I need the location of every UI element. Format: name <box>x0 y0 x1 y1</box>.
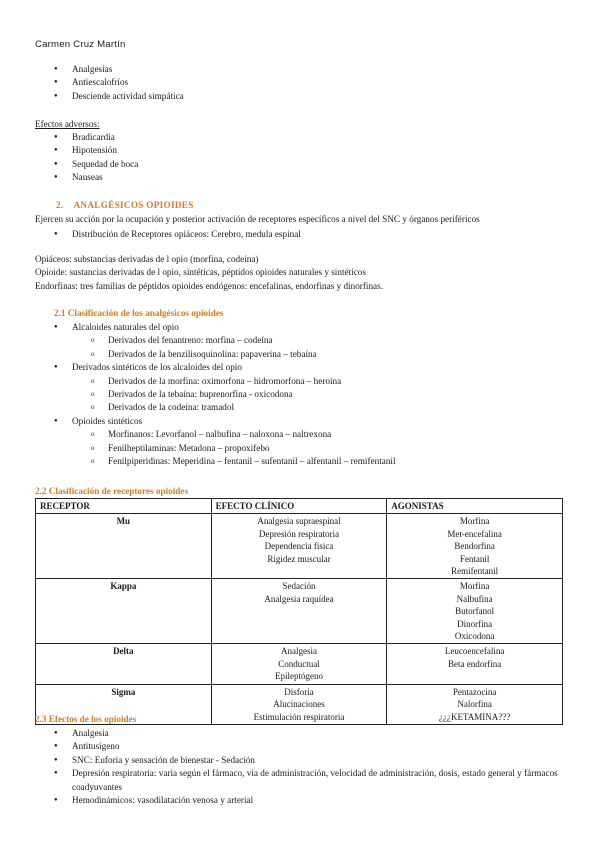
effect: Alucinaciones <box>273 699 325 710</box>
definition-endorfinas: Endorfinas: tres familias de péptidos opioides endógenos: encefalinas, endorfinas y dinorfinas. <box>35 280 384 291</box>
agonists-cell <box>387 579 563 644</box>
effect: Rigidez muscular <box>267 553 331 564</box>
effect: Analgesia supraespinal <box>257 516 341 527</box>
column-header-receptor: RECEPTOR <box>36 499 212 514</box>
section-number: 2. <box>56 200 64 210</box>
effects-cell <box>211 644 387 684</box>
column-header-agonists: AGONISTAS <box>387 499 563 514</box>
agonist: Morfina <box>459 581 490 592</box>
receptor-name: Kappa <box>36 579 212 644</box>
receptor-name: Mu <box>36 514 212 579</box>
list-item: o Fenilheptilaminas: Metadona – propoxifebo <box>0 442 600 455</box>
effect: Analgesia <box>280 646 317 657</box>
opioid-effects-list <box>0 727 600 807</box>
table-header-row <box>36 499 563 514</box>
list-item: o Derivados de la codeína: tramadol <box>0 401 600 414</box>
list-item: o Fenilpiperidinas: Meperidina – fentanil – sufentanil – alfentanil – remifentanil <box>0 455 600 468</box>
receptor-distribution-list <box>0 228 600 241</box>
list-item: ● Bradicardia <box>0 131 600 144</box>
subsection-title: 2.1 Clasificación de los analgésicos opioides <box>54 308 224 318</box>
effect: Disforia <box>284 686 314 697</box>
list-item: ● Depresión respiratoria: varía según el fármaco, vía de administración, velocidad de administración, dosis, estado general y fármacos coadyuvantes <box>0 767 600 794</box>
agonists-cell <box>387 514 563 579</box>
agonist: Morfina <box>459 516 490 527</box>
agonist: Nalorfina <box>457 699 492 710</box>
agonist: Beta endorfina <box>448 658 502 669</box>
agonist: Remifentanil <box>451 566 499 577</box>
table-row <box>36 644 563 684</box>
table-row <box>36 514 563 579</box>
section-description: Ejercen su acción por la ocupación y posterior activación de receptores específicos a nivel del SNC y órganos periféricos <box>35 214 480 224</box>
effect: Depresión respiratoria <box>258 528 340 539</box>
list-item: o Derivados de la benzilisoquinolina: papaverina – tebaína <box>0 348 600 361</box>
effect: Estimulación respiratoria <box>253 711 345 722</box>
effect: Conductual <box>278 658 320 669</box>
definition-opiaceos: Opiáceos: substancias derivadas de l opio (morfina, codeína) <box>35 254 259 264</box>
list-item: ● Antitusígeno <box>0 740 600 753</box>
receptor-name: Delta <box>36 644 212 684</box>
subsection-title: 2.3 Efectos de los opioides <box>35 714 137 724</box>
agonist: Butorfanol <box>455 606 495 617</box>
list-item: o Morfinanos: Levorfanol – nalbufina – naloxona – naltrexona <box>0 428 600 441</box>
agonist: Bendorfina <box>454 541 495 552</box>
list-item: o Derivados de la morfina: oximorfona – hidromorfona – heroína <box>0 375 600 388</box>
agonist: Nalbufina <box>456 593 493 604</box>
list-item <box>0 415 600 469</box>
receptor-table <box>35 498 563 725</box>
list-item <box>0 361 600 415</box>
intro-list <box>0 63 600 103</box>
list-item: ● Hemodinámicos: vasodilatación venosa y arterial <box>0 794 600 807</box>
definition-opioide: Opioide: sustancias derivadas de l opio, sintéticas, péptidos opioides naturales y sintéticos <box>35 267 366 278</box>
effect: Sedación <box>282 581 316 592</box>
section-title: ANALGÉSICOS OPIOIDES <box>73 200 194 210</box>
agonist: Met-encefalina <box>447 528 502 539</box>
agonist: Fentanil <box>459 553 490 564</box>
list-item <box>0 321 600 361</box>
author-name: Carmen Cruz Martín <box>35 39 126 50</box>
list-item: ● Analgesia <box>0 727 600 740</box>
agonist: Pentazocina <box>452 686 497 697</box>
effect: Analgesia raquídea <box>264 593 334 604</box>
group-label: Derivados sintéticos de los alcaloides del opio <box>72 362 242 373</box>
agonist: Leucoencefalina <box>444 646 505 657</box>
adverse-effects-title: Efectos adversos: <box>35 119 100 129</box>
list-item: ● Sequedad de boca <box>0 158 600 171</box>
list-item: ● Desciende actividad simpática <box>0 90 600 103</box>
list-item: ● Hipotensión <box>0 144 600 157</box>
adverse-effects-list <box>0 131 600 185</box>
list-item: o Derivados de la tebaína: buprenorfina - oxicodona <box>0 388 600 401</box>
agonist: Dinorfina <box>457 618 493 629</box>
agonist: Oxicodona <box>454 631 495 642</box>
effect: Dependencia física <box>264 541 334 552</box>
receptor-name: Sigma <box>36 684 212 724</box>
opioid-classification-list <box>0 321 600 468</box>
agonists-cell <box>387 644 563 684</box>
list-item: ● Antiescalofríos <box>0 76 600 89</box>
effect: Epileptógeno <box>274 671 323 682</box>
list-item: ● Distribución de Receptores opiáceos: Cerebro, medula espinal <box>0 228 600 241</box>
column-header-effect: EFECTO CLÍNICO <box>211 499 387 514</box>
list-item: o Derivados del fenantreno: morfina – codeína <box>0 334 600 347</box>
group-label: Opioides sintéticos <box>72 415 143 426</box>
list-item: ● Nauseas <box>0 171 600 184</box>
definitions <box>0 253 600 293</box>
effects-cell <box>211 514 387 579</box>
group-label: Alcaloides naturales del opio <box>72 322 179 332</box>
list-item: ● Analgesias <box>0 63 600 76</box>
table-row <box>36 579 563 644</box>
section-heading <box>0 199 600 212</box>
effects-cell <box>211 579 387 644</box>
list-item: ● SNC: Euforia y sensación de bienestar - Sedación <box>0 754 600 767</box>
subsection-title: 2.2 Clasificación de receptores opioides <box>35 486 189 496</box>
agonist: ¿¿¿KETAMINA??? <box>439 711 511 722</box>
